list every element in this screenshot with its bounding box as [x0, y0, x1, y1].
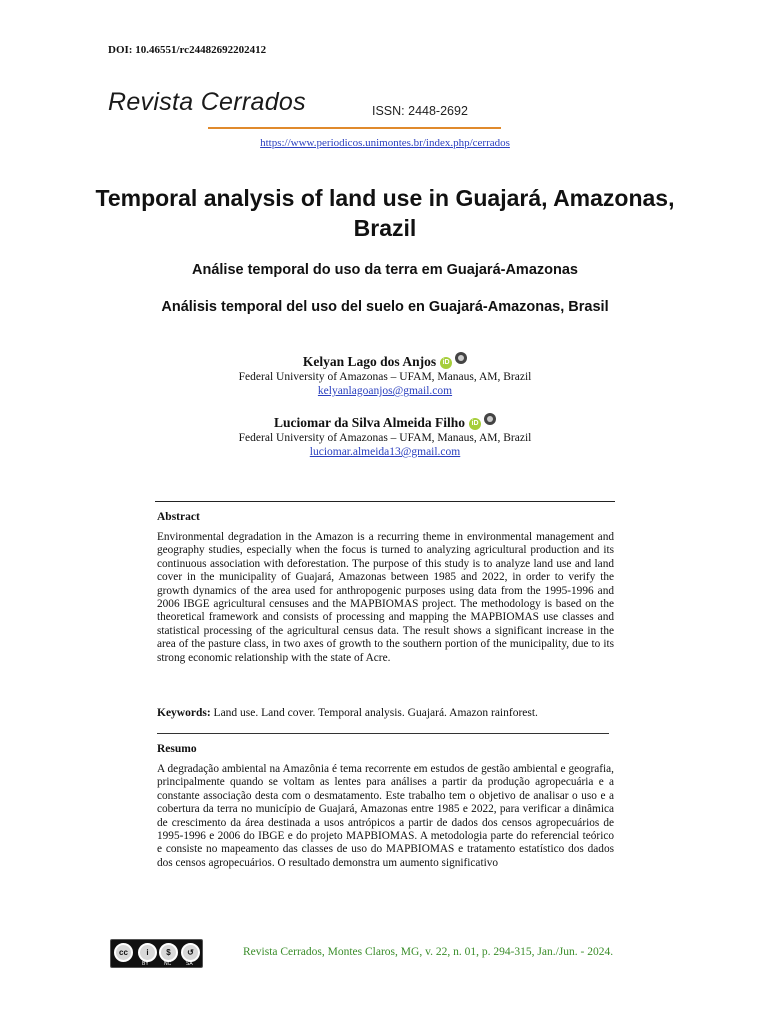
author-email [0, 446, 770, 458]
sa-sharealike-icon: ↺ [181, 943, 200, 962]
license-label-sa: SA [186, 961, 193, 967]
section-divider [155, 501, 615, 502]
header-divider [208, 127, 501, 129]
researchgate-icon[interactable] [484, 413, 496, 425]
abstract-text: Environmental degradation in the Amazon is a recurring theme in environmental management and geography studies, especially when the focus is turned to analyzing agricultural production and its continuous association with deforestation. The purpose of this study is to analyze land use and land cover in the municipality of Guajará, Amazonas between 1985 and 2022, in order to verify the growth dynamics of the area used for anthropogenic purposes using data from the 1995-1996 and 2006 IBGE agricultural censuses and the MAPBIOMAS project. The methodology is based on the theoretical framework and consists of processing and mapping the MAPBIOMAS use classes and statistical processing of the agricultural census data. The result shows a significant increase in the area of the pasture class, in two axes of growth to the southern portion of the municipality, due to its strong economic relationship with the state of Acre. [157, 531, 614, 664]
journal-url-link[interactable]: https://www.periodicos.unimontes.br/index.php/cerrados [260, 137, 510, 149]
keywords-divider [157, 733, 609, 734]
journal-name: Revista Cerrados [108, 88, 306, 116]
journal-url-line [0, 137, 770, 149]
by-attribution-icon: i [138, 943, 157, 962]
license-label-by: BY [142, 961, 149, 967]
doi: DOI: 10.46551/rc24482692202412 [108, 44, 267, 56]
nc-noncommercial-icon: $ [159, 943, 178, 962]
issn: ISSN: 2448-2692 [372, 104, 468, 118]
author-affiliation: Federal University of Amazonas – UFAM, Manaus, AM, Brazil [238, 371, 532, 383]
author-affiliation: Federal University of Amazonas – UFAM, Manaus, AM, Brazil [238, 432, 532, 444]
author-name: Luciomar da Silva Almeida Filho [273, 415, 466, 430]
footer-citation: Revista Cerrados, Montes Claros, MG, v. 22, n. 01, p. 294-315, Jan./Jun. - 2024. [243, 946, 614, 958]
subtitle-portuguese: Análise temporal do uso da terra em Guajará-Amazonas [192, 262, 578, 278]
author-1 [0, 352, 770, 370]
cc-icon: cc [114, 943, 133, 962]
orcid-icon[interactable]: iD [469, 418, 481, 430]
abstract-heading: Abstract [157, 511, 200, 523]
keywords-text: Land use. Land cover. Temporal analysis. Guajará. Amazon rainforest. [213, 707, 538, 719]
author-2 [0, 413, 770, 431]
resumo-text: A degradação ambiental na Amazônia é tema recorrente em estudos de gestão ambiental e geografia, principalmente quando se voltam as lentes para análises a partir da produção agropecuária e a constante associação desta com o desmatamento. Este trabalho tem o objetivo de analisar o uso e a cobertura da terra no município de Guajará, Amazonas entre 1985 e 2022, para verificar a dinâmica de crescimento da área destinada a usos antrópicos a partir de dados dos censos agropecuários de 1995-1996 e 2006 do IBGE e do projeto MAPBIOMAS. A metodologia parte do referencial teórico e consiste no mapeamento das classes de uso do MAPBIOMAS e tratamento estatístico dos dados dos censos agropecuários. O resultado demonstra um aumento significativo [157, 763, 614, 869]
resumo-heading: Resumo [157, 743, 197, 755]
author-email [0, 385, 770, 397]
keywords [157, 707, 617, 719]
creative-commons-license-badge[interactable] [110, 939, 203, 968]
email-link[interactable]: luciomar.almeida13@gmail.com [309, 446, 461, 458]
subtitle-spanish: Análisis temporal del uso del suelo en Guajará-Amazonas, Brasil [161, 299, 609, 315]
article-title: Temporal analysis of land use in Guajará, Amazonas, Brazil [95, 185, 675, 241]
orcid-icon[interactable]: iD [440, 357, 452, 369]
author-name: Kelyan Lago dos Anjos [302, 354, 437, 369]
researchgate-icon[interactable] [455, 352, 467, 364]
keywords-label: Keywords: [157, 707, 211, 719]
email-link[interactable]: kelyanlagoanjos@gmail.com [317, 385, 453, 397]
license-label-nc: NC [164, 961, 172, 967]
